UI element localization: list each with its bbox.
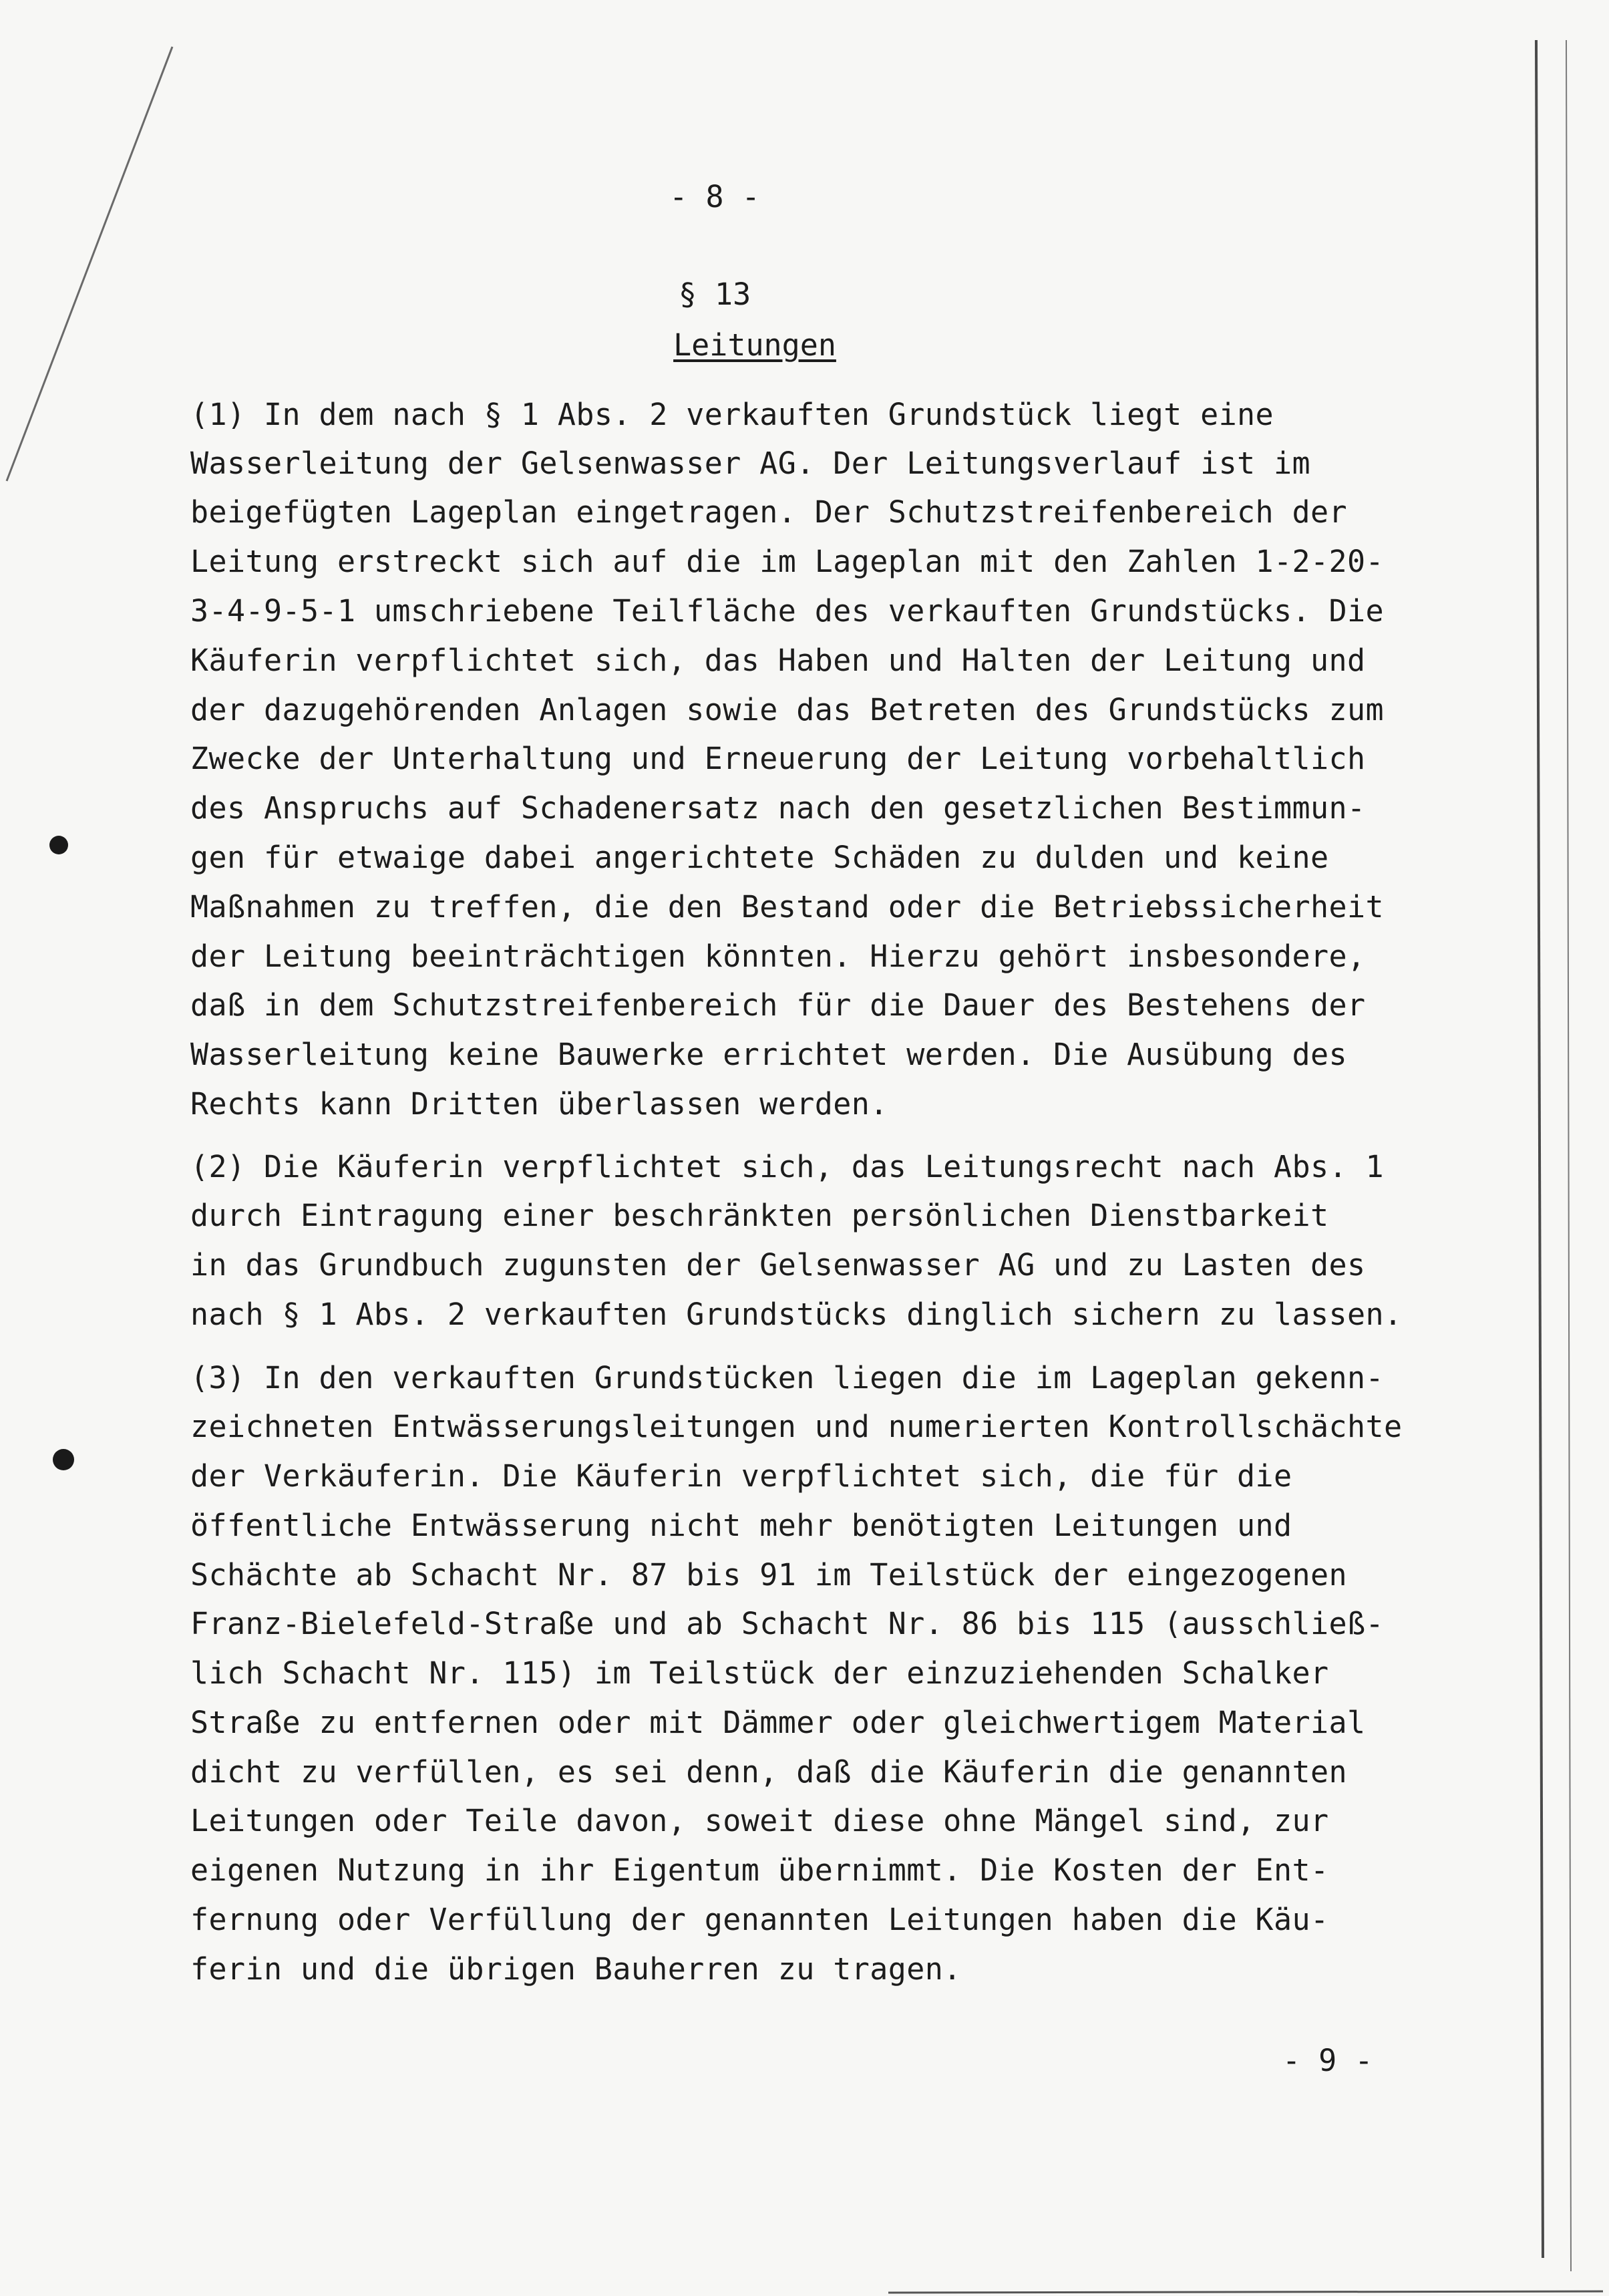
text-line: Schächte ab Schacht Nr. 87 bis 91 im Teilstück der eingezogenen xyxy=(190,1557,1348,1593)
punch-hole-speck xyxy=(53,1449,74,1470)
text-line: eigenen Nutzung in ihr Eigentum übernimmt. Die Kosten der Ent- xyxy=(190,1852,1329,1888)
text-line: des Anspruchs auf Schadenersatz nach den gesetzlichen Bestimmun- xyxy=(190,790,1366,826)
text-line: Leitungen oder Teile davon, soweit diese ohne Mängel sind, zur xyxy=(190,1803,1329,1838)
text-line: gen für etwaige dabei angerichtete Schäden zu dulden und keine xyxy=(190,840,1329,875)
text-line: Wasserleitung keine Bauwerke errichtet werden. Die Ausübung des xyxy=(190,1037,1348,1072)
text-line: Wasserleitung der Gelsenwasser AG. Der Leitungsverlauf ist im xyxy=(190,446,1311,481)
next-page-marker: - 9 - xyxy=(1282,2043,1373,2078)
text-line: Käuferin verpflichtet sich, das Haben und Halten der Leitung und xyxy=(190,643,1366,678)
scan-right-border-2 xyxy=(1566,40,1571,2271)
text-line: daß in dem Schutzstreifenbereich für die Dauer des Bestehens der xyxy=(190,987,1366,1023)
text-line: (1) In dem nach § 1 Abs. 2 verkauften Grundstück liegt eine xyxy=(190,397,1274,432)
text-line: nach § 1 Abs. 2 verkauften Grundstücks dinglich sichern zu lassen. xyxy=(190,1297,1403,1332)
scan-right-border xyxy=(1536,40,1543,2258)
text-line: durch Eintragung einer beschränkten persönlichen Dienstbarkeit xyxy=(190,1198,1329,1233)
text-line: Zwecke der Unterhaltung und Erneuerung der Leitung vorbehaltlich xyxy=(190,741,1366,776)
scan-bottom-line xyxy=(888,2291,1603,2293)
text-line: fernung oder Verfüllung der genannten Leitungen haben die Käu- xyxy=(190,1902,1329,1937)
text-line: lich Schacht Nr. 115) im Teilstück der einzuziehenden Schalker xyxy=(190,1655,1329,1691)
text-line: (2) Die Käuferin verpflichtet sich, das Leitungsrecht nach Abs. 1 xyxy=(190,1149,1384,1184)
text-line: in das Grundbuch zugunsten der Gelsenwasser AG und zu Lasten des xyxy=(190,1247,1366,1283)
punch-hole-speck xyxy=(49,836,68,854)
scan-edge-line xyxy=(7,47,172,481)
text-line: dicht zu verfüllen, es sei denn, daß die Käuferin die genannten xyxy=(190,1754,1348,1790)
section-title: Leitungen xyxy=(673,327,836,363)
text-line: beigefügten Lageplan eingetragen. Der Schutzstreifenbereich der xyxy=(190,494,1348,530)
text-line: der dazugehörenden Anlagen sowie das Betreten des Grundstücks zum xyxy=(190,692,1384,727)
page-number: - 8 - xyxy=(669,179,760,214)
text-line: 3-4-9-5-1 umschriebene Teilfläche des verkauften Grundstücks. Die xyxy=(190,593,1384,629)
section-number: § 13 xyxy=(678,277,751,312)
text-line: Leitung erstreckt sich auf die im Lageplan mit den Zahlen 1-2-20- xyxy=(190,544,1384,579)
text-line: Rechts kann Dritten überlassen werden. xyxy=(190,1086,888,1122)
text-line: der Leitung beeinträchtigen könnten. Hierzu gehört insbesondere, xyxy=(190,939,1366,974)
text-line: ferin und die übrigen Bauherren zu tragen. xyxy=(190,1951,962,1987)
text-line: Straße zu entfernen oder mit Dämmer oder gleichwertigem Material xyxy=(190,1705,1366,1740)
text-line: öffentliche Entwässerung nicht mehr benötigten Leitungen und xyxy=(190,1508,1292,1543)
text-line: (3) In den verkauften Grundstücken liegen die im Lageplan gekenn- xyxy=(190,1360,1384,1396)
text-line: der Verkäuferin. Die Käuferin verpflichtet sich, die für die xyxy=(190,1458,1292,1494)
text-line: zeichneten Entwässerungsleitungen und numerierten Kontrollschächte xyxy=(190,1409,1403,1444)
text-line: Maßnahmen zu treffen, die den Bestand oder die Betriebssicherheit xyxy=(190,889,1384,925)
text-line: Franz-Bielefeld-Straße und ab Schacht Nr. 86 bis 115 (ausschließ- xyxy=(190,1606,1384,1641)
